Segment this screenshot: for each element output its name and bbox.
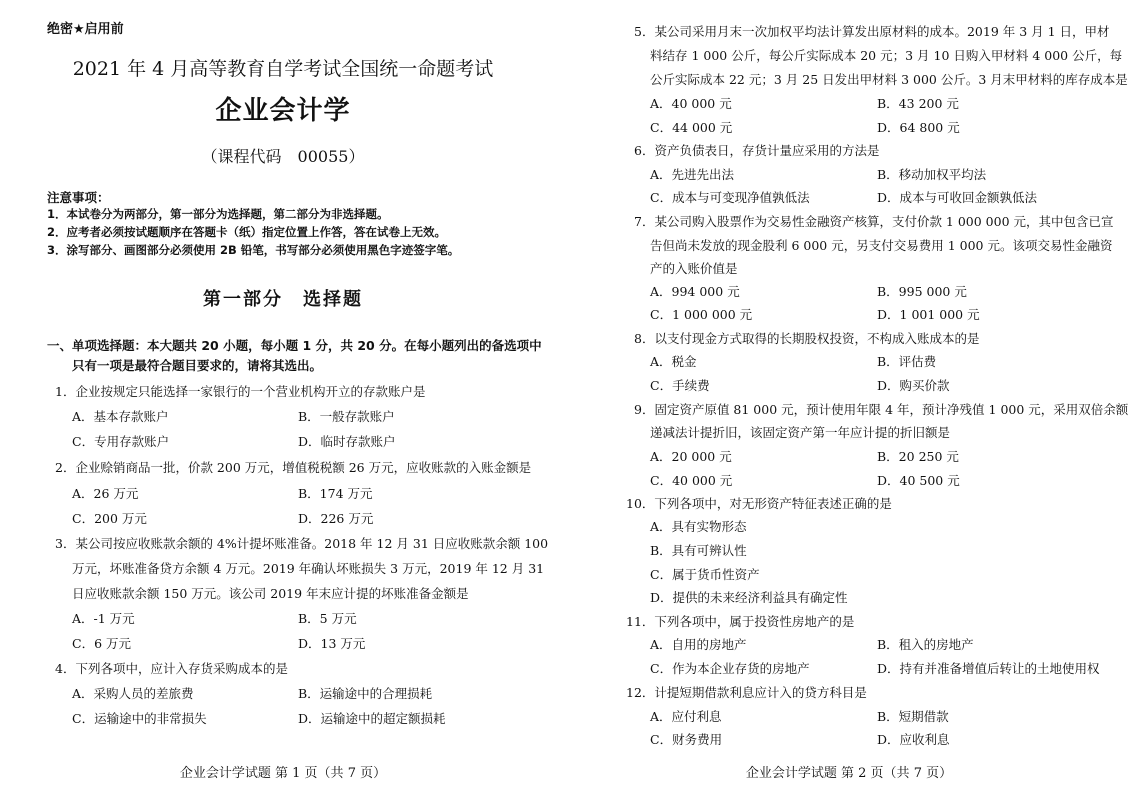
question-6: 6．资产负债表日，存货计量应采用的方法是 bbox=[634, 143, 880, 158]
notice-item: 3．涂写部分、画图部分必须使用 2B 铅笔，书写部分必须使用黑色字迹签字笔。 bbox=[47, 243, 460, 257]
option: D．应收利息 bbox=[877, 732, 950, 747]
option: C．作为本企业存货的房地产 bbox=[650, 661, 810, 676]
option: C．44 000 元 bbox=[650, 120, 733, 135]
option: C．成本与可变现净值孰低法 bbox=[650, 190, 810, 205]
option: C．运输途中的非常损失 bbox=[72, 711, 207, 726]
option: D．持有并准备增值后转让的土地使用权 bbox=[877, 661, 1100, 676]
option: C．属于货币性资产 bbox=[650, 567, 760, 582]
question-7-line: 告但尚未发放的现金股利 6 000 元，另支付交易费用 1 000 元。该项交易性金融资 bbox=[650, 238, 1113, 253]
section-heading: 只有一项是最符合题目要求的，请将其选出。 bbox=[72, 358, 323, 373]
option: B．995 000 元 bbox=[877, 284, 967, 299]
question-3-line: 万元，坏账准备贷方余额 4 万元。2019 年确认坏账损失 3 万元，2019 年 12 月 31 bbox=[72, 561, 545, 576]
question-4: 4．下列各项中，应计入存货采购成本的是 bbox=[55, 661, 288, 676]
confidential-mark: 绝密★启用前 bbox=[47, 22, 124, 37]
option: B．运输途中的合理损耗 bbox=[298, 686, 433, 701]
option: D．1 001 000 元 bbox=[877, 307, 980, 322]
question-7-line: 产的入账价值是 bbox=[650, 261, 738, 276]
option: A．26 万元 bbox=[72, 486, 139, 501]
question-1: 1．企业按规定只能选择一家银行的一个营业机构开立的存款账户是 bbox=[55, 384, 426, 399]
option: C．财务费用 bbox=[650, 732, 723, 747]
option: B．5 万元 bbox=[298, 611, 357, 626]
question-3-line: 日应收账款余额 150 万元。该公司 2019 年末应计提的坏账准备金额是 bbox=[72, 586, 469, 601]
option: D．临时存款账户 bbox=[298, 434, 396, 449]
question-9: 9．固定资产原值 81 000 元，预计使用年限 4 年，预计净残值 1 000 元，采用双倍余额 bbox=[634, 402, 1129, 417]
option: D．40 500 元 bbox=[877, 473, 960, 488]
option: A．20 000 元 bbox=[650, 449, 732, 464]
question-8: 8．以支付现金方式取得的长期股权投资，不构成入账成本的是 bbox=[634, 331, 980, 346]
option: A．应付利息 bbox=[650, 709, 722, 724]
question-12: 12．计提短期借款利息应计入的贷方科目是 bbox=[626, 685, 867, 700]
course-code: （课程代码 00055） bbox=[201, 147, 365, 166]
exam-page-2 bbox=[566, 0, 1132, 791]
option: A．先进先出法 bbox=[650, 167, 735, 182]
page-footer: 企业会计学试题 第 1 页（共 7 页） bbox=[179, 766, 387, 781]
question-11: 11．下列各项中，属于投资性房地产的是 bbox=[626, 614, 855, 629]
option: D．226 万元 bbox=[298, 511, 374, 526]
question-9-line: 递减法计提折旧，该固定资产第一年应计提的折旧额是 bbox=[650, 425, 951, 440]
question-5: 5．某公司采用月末一次加权平均法计算发出原材料的成本。2019 年 3 月 1 日，甲材 bbox=[634, 24, 1110, 39]
option: B．评估费 bbox=[877, 354, 937, 369]
question-7: 7．某公司购入股票作为交易性金融资产核算，支付价款 1 000 000 元，其中包含已宣 bbox=[634, 214, 1114, 229]
option: A．自用的房地产 bbox=[650, 637, 747, 652]
option: D．提供的未来经济利益具有确定性 bbox=[650, 590, 848, 605]
section-heading: 一、单项选择题：本大题共 20 小题，每小题 1 分，共 20 分。在每小题列出的备选项中 bbox=[47, 338, 542, 353]
notice-heading: 注意事项： bbox=[47, 190, 110, 205]
option: D．运输途中的超定额损耗 bbox=[298, 711, 446, 726]
option: B．20 250 元 bbox=[877, 449, 959, 464]
option: B．短期借款 bbox=[877, 709, 949, 724]
option: B．43 200 元 bbox=[877, 96, 959, 111]
option: B．移动加权平均法 bbox=[877, 167, 987, 182]
option: C．40 000 元 bbox=[650, 473, 733, 488]
option: B．租入的房地产 bbox=[877, 637, 974, 652]
page-footer: 企业会计学试题 第 2 页（共 7 页） bbox=[745, 766, 953, 781]
option: B．174 万元 bbox=[298, 486, 373, 501]
option: B．具有可辨认性 bbox=[650, 543, 747, 558]
option: B．一般存款账户 bbox=[298, 409, 395, 424]
option: A．税金 bbox=[650, 354, 697, 369]
option: C．专用存款账户 bbox=[72, 434, 170, 449]
part-title: 第一部分 选择题 bbox=[203, 289, 363, 310]
option: A．具有实物形态 bbox=[650, 519, 747, 534]
option: C．手续费 bbox=[650, 378, 710, 393]
option: A．40 000 元 bbox=[650, 96, 732, 111]
question-5-line: 公斤实际成本 22 元；3 月 25 日发出甲材料 3 000 公斤。3 月末甲材料的库存成本是 bbox=[650, 72, 1128, 87]
subject-title: 企业会计学 bbox=[215, 96, 351, 126]
option: D．13 万元 bbox=[298, 636, 366, 651]
option: D．购买价款 bbox=[877, 378, 950, 393]
question-2: 2．企业赊销商品一批，价款 200 万元，增值税税额 26 万元，应收账款的入账金额是 bbox=[55, 460, 532, 475]
notice-item: 2．应考者必须按试题顺序在答题卡（纸）指定位置上作答，答在试卷上无效。 bbox=[47, 225, 446, 239]
option: D．64 800 元 bbox=[877, 120, 960, 135]
option: A．994 000 元 bbox=[650, 284, 740, 299]
option: C．200 万元 bbox=[72, 511, 147, 526]
question-10: 10．下列各项中，对无形资产特征表述正确的是 bbox=[626, 496, 892, 511]
exam-title: 2021 年 4 月高等教育自学考试全国统一命题考试 bbox=[72, 58, 494, 80]
question-5-line: 料结存 1 000 公斤，每公斤实际成本 20 元；3 月 10 日购入甲材料 4 000 公斤，每 bbox=[650, 48, 1123, 63]
option: C．6 万元 bbox=[72, 636, 131, 651]
question-3: 3．某公司按应收账款余额的 4%计提坏账准备。2018 年 12 月 31 日应收账款余额 100 bbox=[55, 536, 549, 551]
option: C．1 000 000 元 bbox=[650, 307, 753, 322]
option: A．-1 万元 bbox=[72, 611, 135, 626]
option: A．采购人员的差旅费 bbox=[72, 686, 194, 701]
option: D．成本与可收回金额孰低法 bbox=[877, 190, 1038, 205]
notice-item: 1．本试卷分为两部分，第一部分为选择题，第二部分为非选择题。 bbox=[47, 207, 389, 221]
option: A．基本存款账户 bbox=[72, 409, 169, 424]
